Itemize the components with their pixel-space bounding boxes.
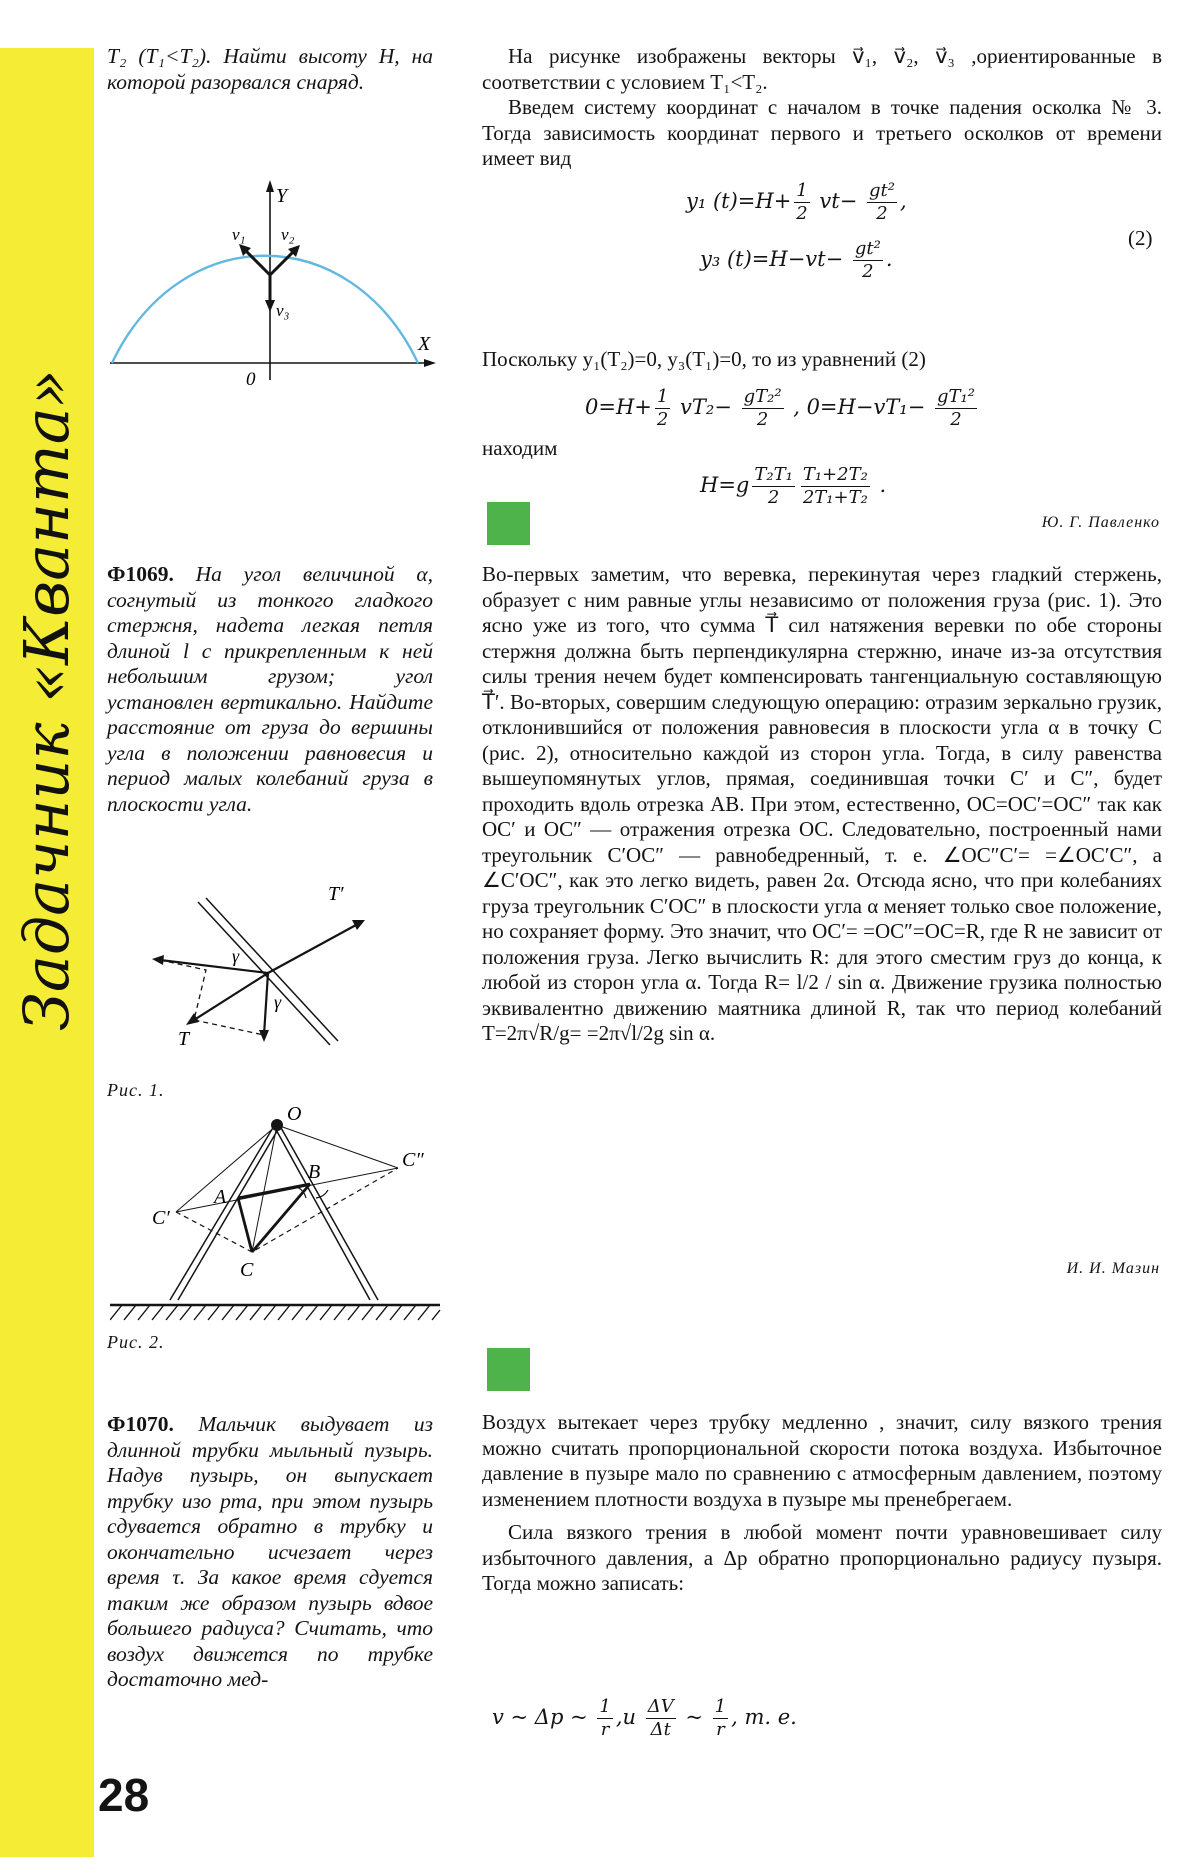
problem-f1069 bbox=[107, 562, 433, 817]
equation-y1: y₁ (t)=H+ $\frac{1}{2}$ vt− $\frac{\text{gt²}}{2}$ , bbox=[686, 180, 907, 224]
problem-f1070 bbox=[107, 1412, 433, 1693]
trajectory-figure bbox=[100, 180, 440, 400]
paragraph: На рисунке изображены векторы v⃗₁, v⃗₂, v⃗₃ ,ориентированные в соответствии с условием T₁<T₂. bbox=[482, 44, 1162, 94]
solution-f1070 bbox=[482, 1410, 1162, 1597]
solution-prev-intro bbox=[482, 44, 1162, 172]
problem-number-f1070: Ф1070. bbox=[107, 1412, 174, 1436]
t-label: T bbox=[178, 1028, 190, 1050]
problem-number-f1069: Ф1069. bbox=[107, 562, 174, 586]
c1-label: C′ bbox=[152, 1207, 170, 1229]
x-axis-arrow bbox=[424, 359, 436, 367]
problem-text-f1070: Мальчик выдувает из длинной трубки мыльный пузырь. Надув пузырь, он выпускает трубку изо рта, при этом пузырь сдувается обратно в трубку и окончательно исчезает через время τ. За какое время сдуется таким же образом пузырь вдвое большего радиуса? Считать, что воздух движется по трубке достаточно мед- bbox=[107, 1412, 433, 1691]
equation-y3: y₃ (t)=H−vt− $\frac{\text{gt²}}{2}$ . bbox=[700, 238, 893, 282]
solution-marker-1069 bbox=[487, 502, 530, 545]
tension-t bbox=[194, 973, 268, 1020]
rod-left-a bbox=[170, 1126, 274, 1300]
paragraph: Введем систему координат с началом в точке падения осколка № 3. Тогда зависимость координат первого и третьего осколков от времени имеет вид bbox=[482, 95, 1162, 170]
rope-left bbox=[160, 960, 268, 973]
author-pavlenko: Ю. Г. Павленко bbox=[1041, 514, 1160, 531]
v1-label: v₁ bbox=[232, 225, 246, 244]
segment-ac bbox=[238, 1198, 252, 1252]
solution-f1069 bbox=[482, 562, 1162, 1047]
b-label: B bbox=[308, 1161, 321, 1183]
rod-left-b bbox=[178, 1126, 280, 1300]
a-label: A bbox=[214, 1186, 227, 1208]
vector-v1 bbox=[243, 248, 270, 275]
y-axis-label: Y bbox=[276, 185, 288, 207]
c-label: C bbox=[240, 1259, 254, 1281]
paragraph: Воздух вытекает через трубку медленно , значит, силу вязкого трения можно считать пропорциональной скорости потока воздуха. Избыточное давление в пузыре мало по сравнению с атмосферным давлением, поэтому изменением плотности воздуха в пузыре мы пренебрегаем. bbox=[482, 1410, 1162, 1511]
equation-number: (2) bbox=[1128, 226, 1153, 250]
origin-label: 0 bbox=[246, 369, 256, 390]
paragraph: Сила вязкого трения в любой момент почти уравновешивает силу избыточного давления, а Δp обратно пропорционально радиусу пузыря. Тогда можно записать: bbox=[482, 1520, 1162, 1595]
figure-2-caption: Рис. 2. bbox=[107, 1332, 165, 1352]
figure-1-caption: Рис. 1. bbox=[107, 1080, 165, 1100]
v2-label: v₂ bbox=[281, 225, 295, 244]
c2-label: C″ bbox=[402, 1149, 424, 1171]
paragraph: Поскольку y₁(T₂)=0, y₃(T₁)=0, то из уравнений (2) bbox=[482, 347, 926, 371]
o-label: O bbox=[287, 1103, 302, 1125]
line-oc bbox=[252, 1125, 277, 1252]
x-axis-label: X bbox=[418, 333, 431, 355]
gamma-label-1: γ bbox=[232, 946, 240, 966]
rod-right-b bbox=[280, 1126, 378, 1300]
page-number: 28 bbox=[98, 1769, 150, 1821]
paragraph: Во-первых заметим, что веревка, перекинутая через гладкий стержень, образует с ним равные углы независимо от положения груза (рис. 1). Это ясно уже из того, что сумма T⃗ сил натяжения веревки по обе стороны стержня должна быть перпендикулярна стержню, иначе из-за отсутствия силы трения нечем будет компенсировать тангенциальную составляющую T⃗′. Во-вторых, совершим следующую операцию: отразим зеркально грузик, отклонившийся от положения равновесия в плоскости угла α в точку C (рис. 2), относительно каждой из сторон угла. Тогда, в силу равенства вышеупомянутых углов, прямая, соединившая точки C′ и C″, будет проходить вдоль отрезка AB. При этом, естественно, OC=OC′=OC″ так как OC′ и OC″ — отражения отрезка OC. Следовательно, построенный нами треугольник C′OC″ — равнобедренный, т. е. ∠OC″C′= =∠OC′C″, а ∠C′OC″, как это легко видеть, равен 2α. Отсюда ясно, что при колебаниях груза треугольник C′OC″ в плоскости угла α меняет только свое положение, но сохраняет форму. Это значит, что OC′= =OC″=OC=R, где R не зависит от положения груза. Легко вычислить R: для этого сместим груз до конца, к любой из сторон угла α. Тогда R= l/2 / sin α. Движение грузика полностью эквивалентно движению маятника длиной R, так что период колебаний T=2π√R/g= =2π√l/2g sin α. bbox=[482, 562, 1162, 1045]
solution-prev-mid bbox=[482, 347, 1162, 373]
line-oc1 bbox=[176, 1125, 277, 1212]
ground-hatching bbox=[110, 1305, 440, 1320]
line-oc2 bbox=[277, 1125, 398, 1168]
author-mazin: И. И. Мазин bbox=[1066, 1260, 1160, 1277]
rod-right-a bbox=[274, 1126, 370, 1300]
equation-proportionality: v ~ Δp ~ $\frac{1}{r}$ ,и $\frac{\Delta V}{\Delta t}$ ~ $\frac{1}{r}$ , т. е. bbox=[492, 1696, 797, 1740]
figure-1 bbox=[150, 880, 390, 1070]
equation-h: H=g $\frac{\text{T₂T₁}}{2}$ $\frac{\text{T₁+2T₂}}{\text{2T₁+T₂}}$ . bbox=[700, 464, 887, 508]
problem-intro-text: T₂ (T₁<T₂). Найти высоту H, на которой разорвался снаряд. bbox=[107, 44, 433, 94]
gamma-label-2: γ bbox=[274, 992, 282, 1012]
line-c1c2 bbox=[176, 1168, 398, 1212]
solution-marker-1070 bbox=[487, 1348, 530, 1391]
problem-text-f1069: На угол величиной α, согнутый из тонкого гладкого стержня, надета легкая петля длиной l с прикрепленным к ней небольшим грузом; угол установлен вертикально. Найдите расстояние от груза до вершины угла в положении равновесия и период малых колебаний груза в плоскости угла. bbox=[107, 562, 433, 816]
rope-down bbox=[264, 973, 268, 1035]
y-axis-arrow bbox=[266, 180, 274, 192]
solution-prev-found bbox=[482, 436, 1162, 462]
figure-2 bbox=[110, 1100, 450, 1332]
equation-system: 0=H+ $\frac{1}{2}$ vT₂− $\frac{\text{gT₂²}}{2}$ , 0=H−vT₁− $\frac{\text{gT₁²}}{2}$ bbox=[585, 386, 975, 430]
paragraph: находим bbox=[482, 436, 558, 460]
v3-label: v₃ bbox=[276, 301, 290, 320]
tension-t-prime bbox=[268, 925, 356, 973]
spine-title: Задачник «Кванта» bbox=[10, 369, 83, 1031]
rod-line-b bbox=[206, 898, 338, 1041]
t-prime-label: T′ bbox=[328, 883, 344, 905]
